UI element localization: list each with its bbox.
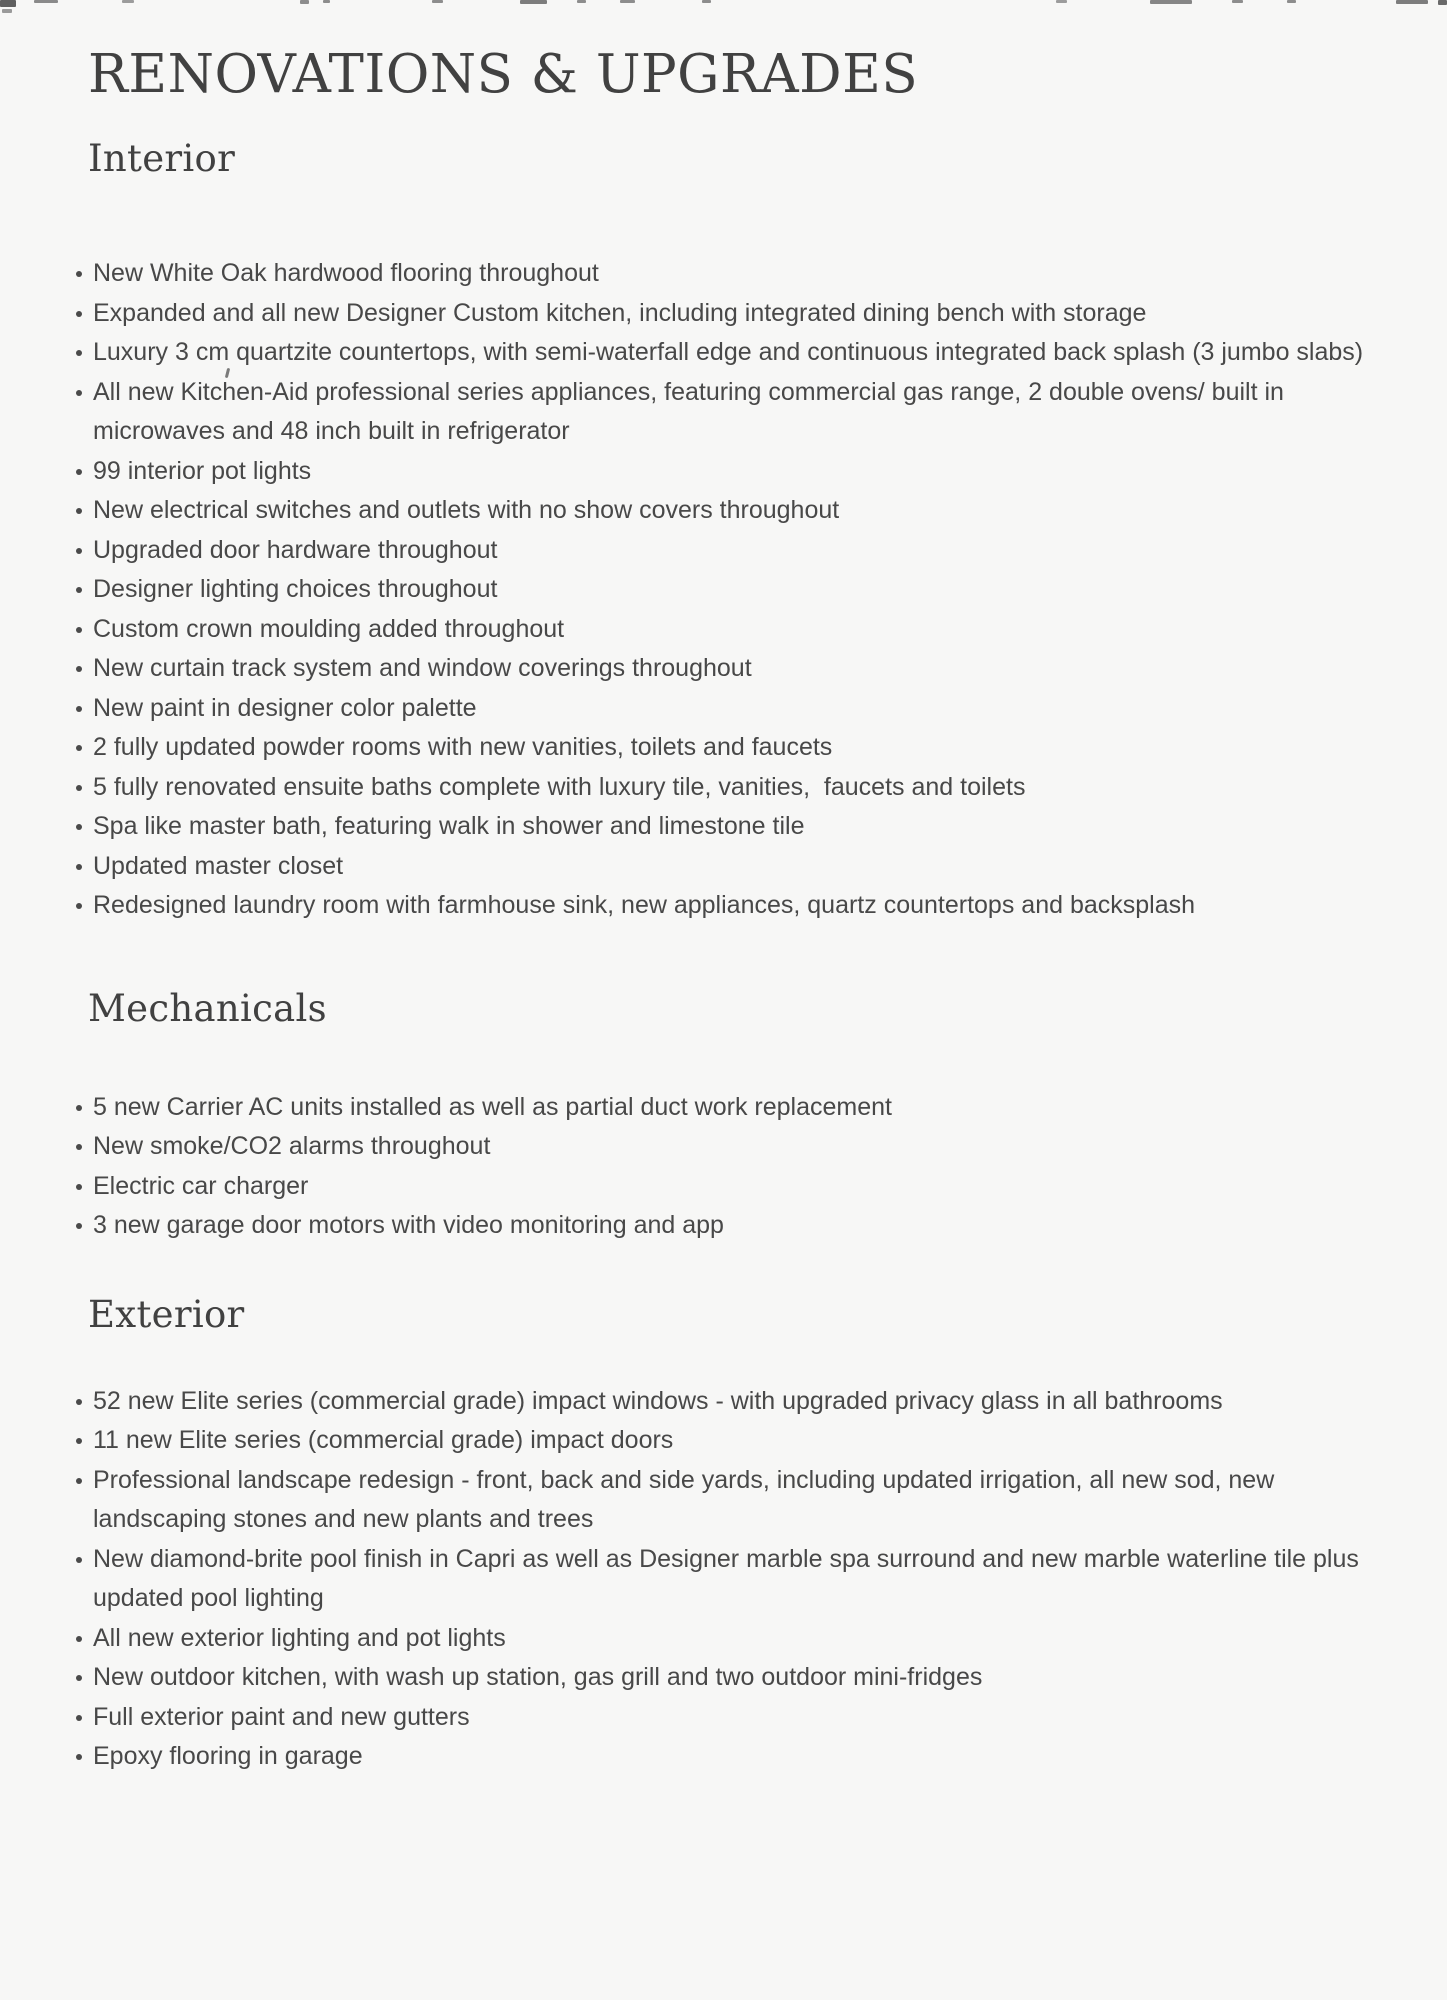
bullet-list-exterior xyxy=(93,1382,1377,1777)
list-item: Electric car charger xyxy=(93,1167,1377,1207)
list-item: New diamond-brite pool finish in Capri as well as Designer marble spa surround and new marble waterline tile plus updated pool lighting xyxy=(93,1540,1377,1619)
scan-edge-artifact xyxy=(122,0,134,3)
scan-edge-artifact xyxy=(1150,0,1192,4)
list-item: Luxury 3 cm quartzite countertops, with semi-waterfall edge and continuous integrated back splash (3 jumbo slabs) xyxy=(93,333,1377,373)
scan-edge-artifact xyxy=(702,0,711,3)
scan-edge-artifact xyxy=(520,0,547,4)
scan-edge-artifact xyxy=(0,0,16,7)
list-item: Expanded and all new Designer Custom kitchen, including integrated dining bench with storage xyxy=(93,294,1377,334)
list-item: Upgraded door hardware throughout xyxy=(93,531,1377,571)
list-item: New curtain track system and window coverings throughout xyxy=(93,649,1377,689)
list-item: Designer lighting choices throughout xyxy=(93,570,1377,610)
scan-edge-artifact xyxy=(1438,0,1447,5)
list-item: New paint in designer color palette xyxy=(93,689,1377,729)
bullet-list-mechanicals xyxy=(93,1088,1377,1246)
page-title: RENOVATIONS & UPGRADES xyxy=(88,44,919,105)
list-item: All new Kitchen-Aid professional series appliances, featuring commercial gas range, 2 double ovens/ built in microwaves and 48 inch built in refrigerator xyxy=(93,373,1377,452)
section-heading-interior: Interior xyxy=(88,137,236,180)
list-item: 5 new Carrier AC units installed as well as partial duct work replacement xyxy=(93,1088,1377,1128)
scan-edge-artifact xyxy=(1396,0,1428,4)
list-item: 11 new Elite series (commercial grade) impact doors xyxy=(93,1421,1377,1461)
scan-edge-artifact xyxy=(1056,0,1067,3)
list-item: Redesigned laundry room with farmhouse sink, new appliances, quartz countertops and backsplash xyxy=(93,886,1377,926)
sections xyxy=(88,136,1377,1777)
section-mechanicals xyxy=(88,986,1377,1246)
list-item: Epoxy flooring in garage xyxy=(93,1737,1377,1777)
bullet-list-interior xyxy=(93,254,1377,926)
list-item: 2 fully updated powder rooms with new vanities, toilets and faucets xyxy=(93,728,1377,768)
list-item: 5 fully renovated ensuite baths complete with luxury tile, vanities, faucets and toilets xyxy=(93,768,1377,808)
section-heading-mechanicals: Mechanicals xyxy=(88,986,327,1030)
scan-edge-artifact xyxy=(323,0,330,3)
list-item: Custom crown moulding added throughout xyxy=(93,610,1377,650)
list-item: 52 new Elite series (commercial grade) impact windows - with upgraded privacy glass in all bathrooms xyxy=(93,1382,1377,1422)
list-item: Professional landscape redesign - front, back and side yards, including updated irrigation, all new sod, new landscaping stones and new plants and trees xyxy=(93,1461,1377,1540)
scan-edge-artifact xyxy=(620,0,635,3)
list-item: Updated master closet xyxy=(93,847,1377,887)
list-item: 99 interior pot lights xyxy=(93,452,1377,492)
section-heading-exterior: Exterior xyxy=(88,1292,245,1336)
list-item: New White Oak hardwood flooring throughout xyxy=(93,254,1377,294)
list-item: 3 new garage door motors with video monitoring and app xyxy=(93,1206,1377,1246)
scan-edge-artifact xyxy=(577,0,586,3)
list-item: Spa like master bath, featuring walk in shower and limestone tile xyxy=(93,807,1377,847)
list-item: Full exterior paint and new gutters xyxy=(93,1698,1377,1738)
list-item: New electrical switches and outlets with no show covers throughout xyxy=(93,491,1377,531)
scan-edge-artifact xyxy=(432,0,443,3)
list-item: New smoke/CO2 alarms throughout xyxy=(93,1127,1377,1167)
list-item: New outdoor kitchen, with wash up station, gas grill and two outdoor mini-fridges xyxy=(93,1658,1377,1698)
list-item: All new exterior lighting and pot lights xyxy=(93,1619,1377,1659)
scan-edge-artifact xyxy=(34,0,58,3)
section-interior xyxy=(88,136,1377,926)
section-exterior xyxy=(88,1292,1377,1777)
scan-edge-artifact xyxy=(300,0,309,4)
scan-edge-artifact xyxy=(2,9,12,13)
scan-edge-artifact xyxy=(1232,0,1243,3)
scan-edge-artifact xyxy=(1287,0,1296,3)
